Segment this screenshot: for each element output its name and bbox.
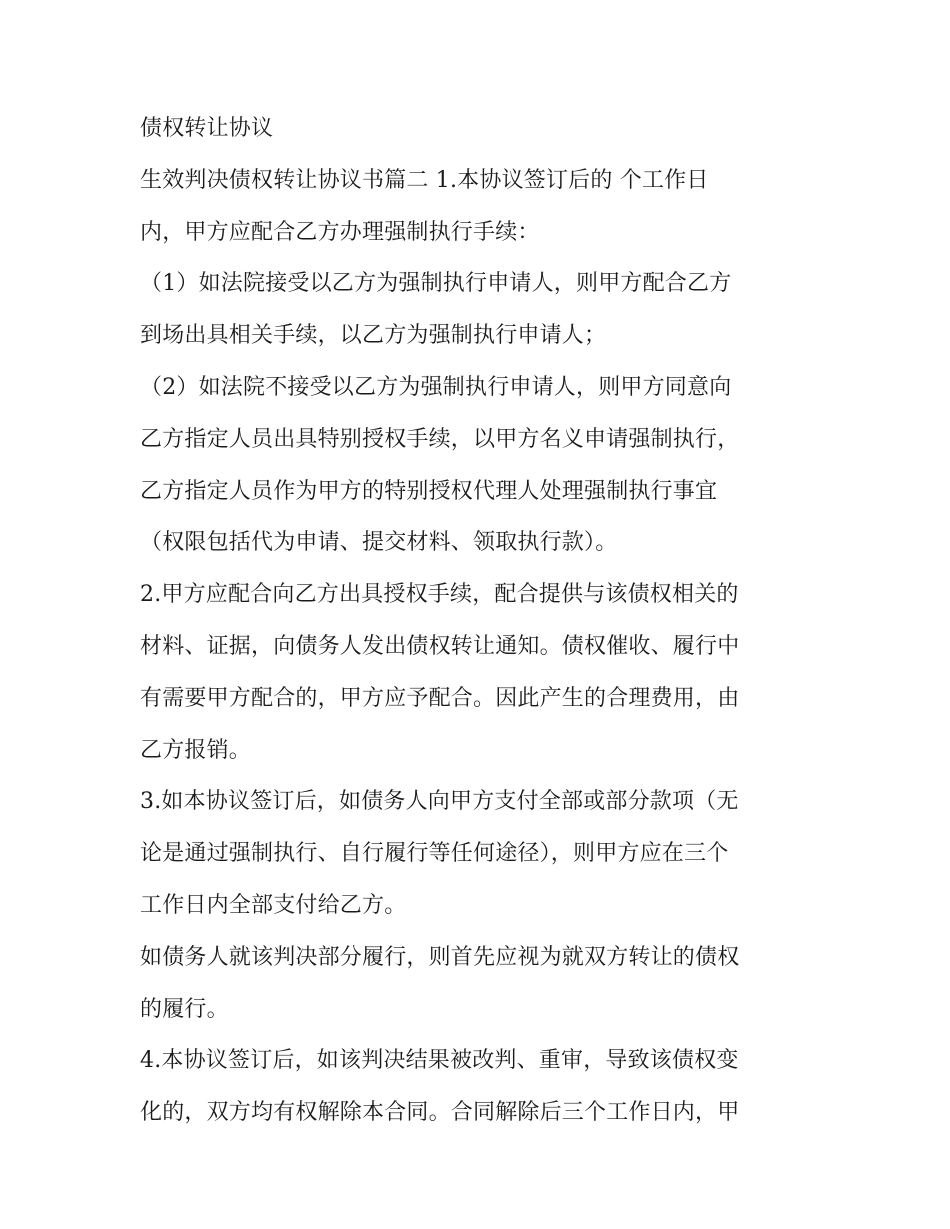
text-line: 化的，双方均有权解除本合同。合同解除后三个工作日内，甲 (140, 1100, 740, 1126)
text-line: 3.如本协议签订后，如债务人向甲方支付全部或部分款项（无 (140, 789, 739, 815)
text-line: 生效判决债权转让协议书篇二 1.本协议签订后的 个工作日 (140, 167, 709, 193)
document-title: 债权转让协议 (140, 116, 274, 141)
text-line: （权限包括代为申请、提交材料、领取执行款）。 (140, 530, 618, 556)
text-line: 如债务人就该判决部分履行，则首先应视为就双方转让的债权 (140, 944, 740, 970)
text-line: 4.本协议签订后，如该判决结果被改判、重审，导致该债权变 (140, 1048, 739, 1074)
text-line: 有需要甲方配合的，甲方应予配合。因此产生的合理费用，由 (140, 685, 740, 711)
text-line: 乙方指定人员作为甲方的特别授权代理人处理强制执行事宜 (140, 478, 718, 504)
text-line: 内，甲方应配合乙方办理强制执行手续： (140, 219, 540, 245)
text-line: 工作日内全部支付给乙方。 (140, 892, 407, 918)
text-line: （1）如法院接受以乙方为强制执行申请人，则甲方配合乙方 (140, 271, 732, 297)
text-line: 乙方报销。 (140, 737, 252, 763)
text-line: 2.甲方应配合向乙方出具授权手续，配合提供与该债权相关的 (140, 582, 739, 608)
text-line: 乙方指定人员出具特别授权手续，以甲方名义申请强制执行， (140, 426, 740, 452)
text-line: 材料、证据，向债务人发出债权转让通知。债权催收、履行中 (140, 633, 740, 659)
text-line: 论是通过强制执行、自行履行等任何途径），则甲方应在三个 (140, 841, 729, 867)
text-line: （2）如法院不接受以乙方为强制执行申请人，则甲方同意向 (140, 374, 732, 400)
document-body (140, 107, 812, 1143)
text-line: 的履行。 (140, 996, 229, 1022)
text-line: 到场出具相关手续，以乙方为强制执行申请人； (140, 323, 607, 349)
